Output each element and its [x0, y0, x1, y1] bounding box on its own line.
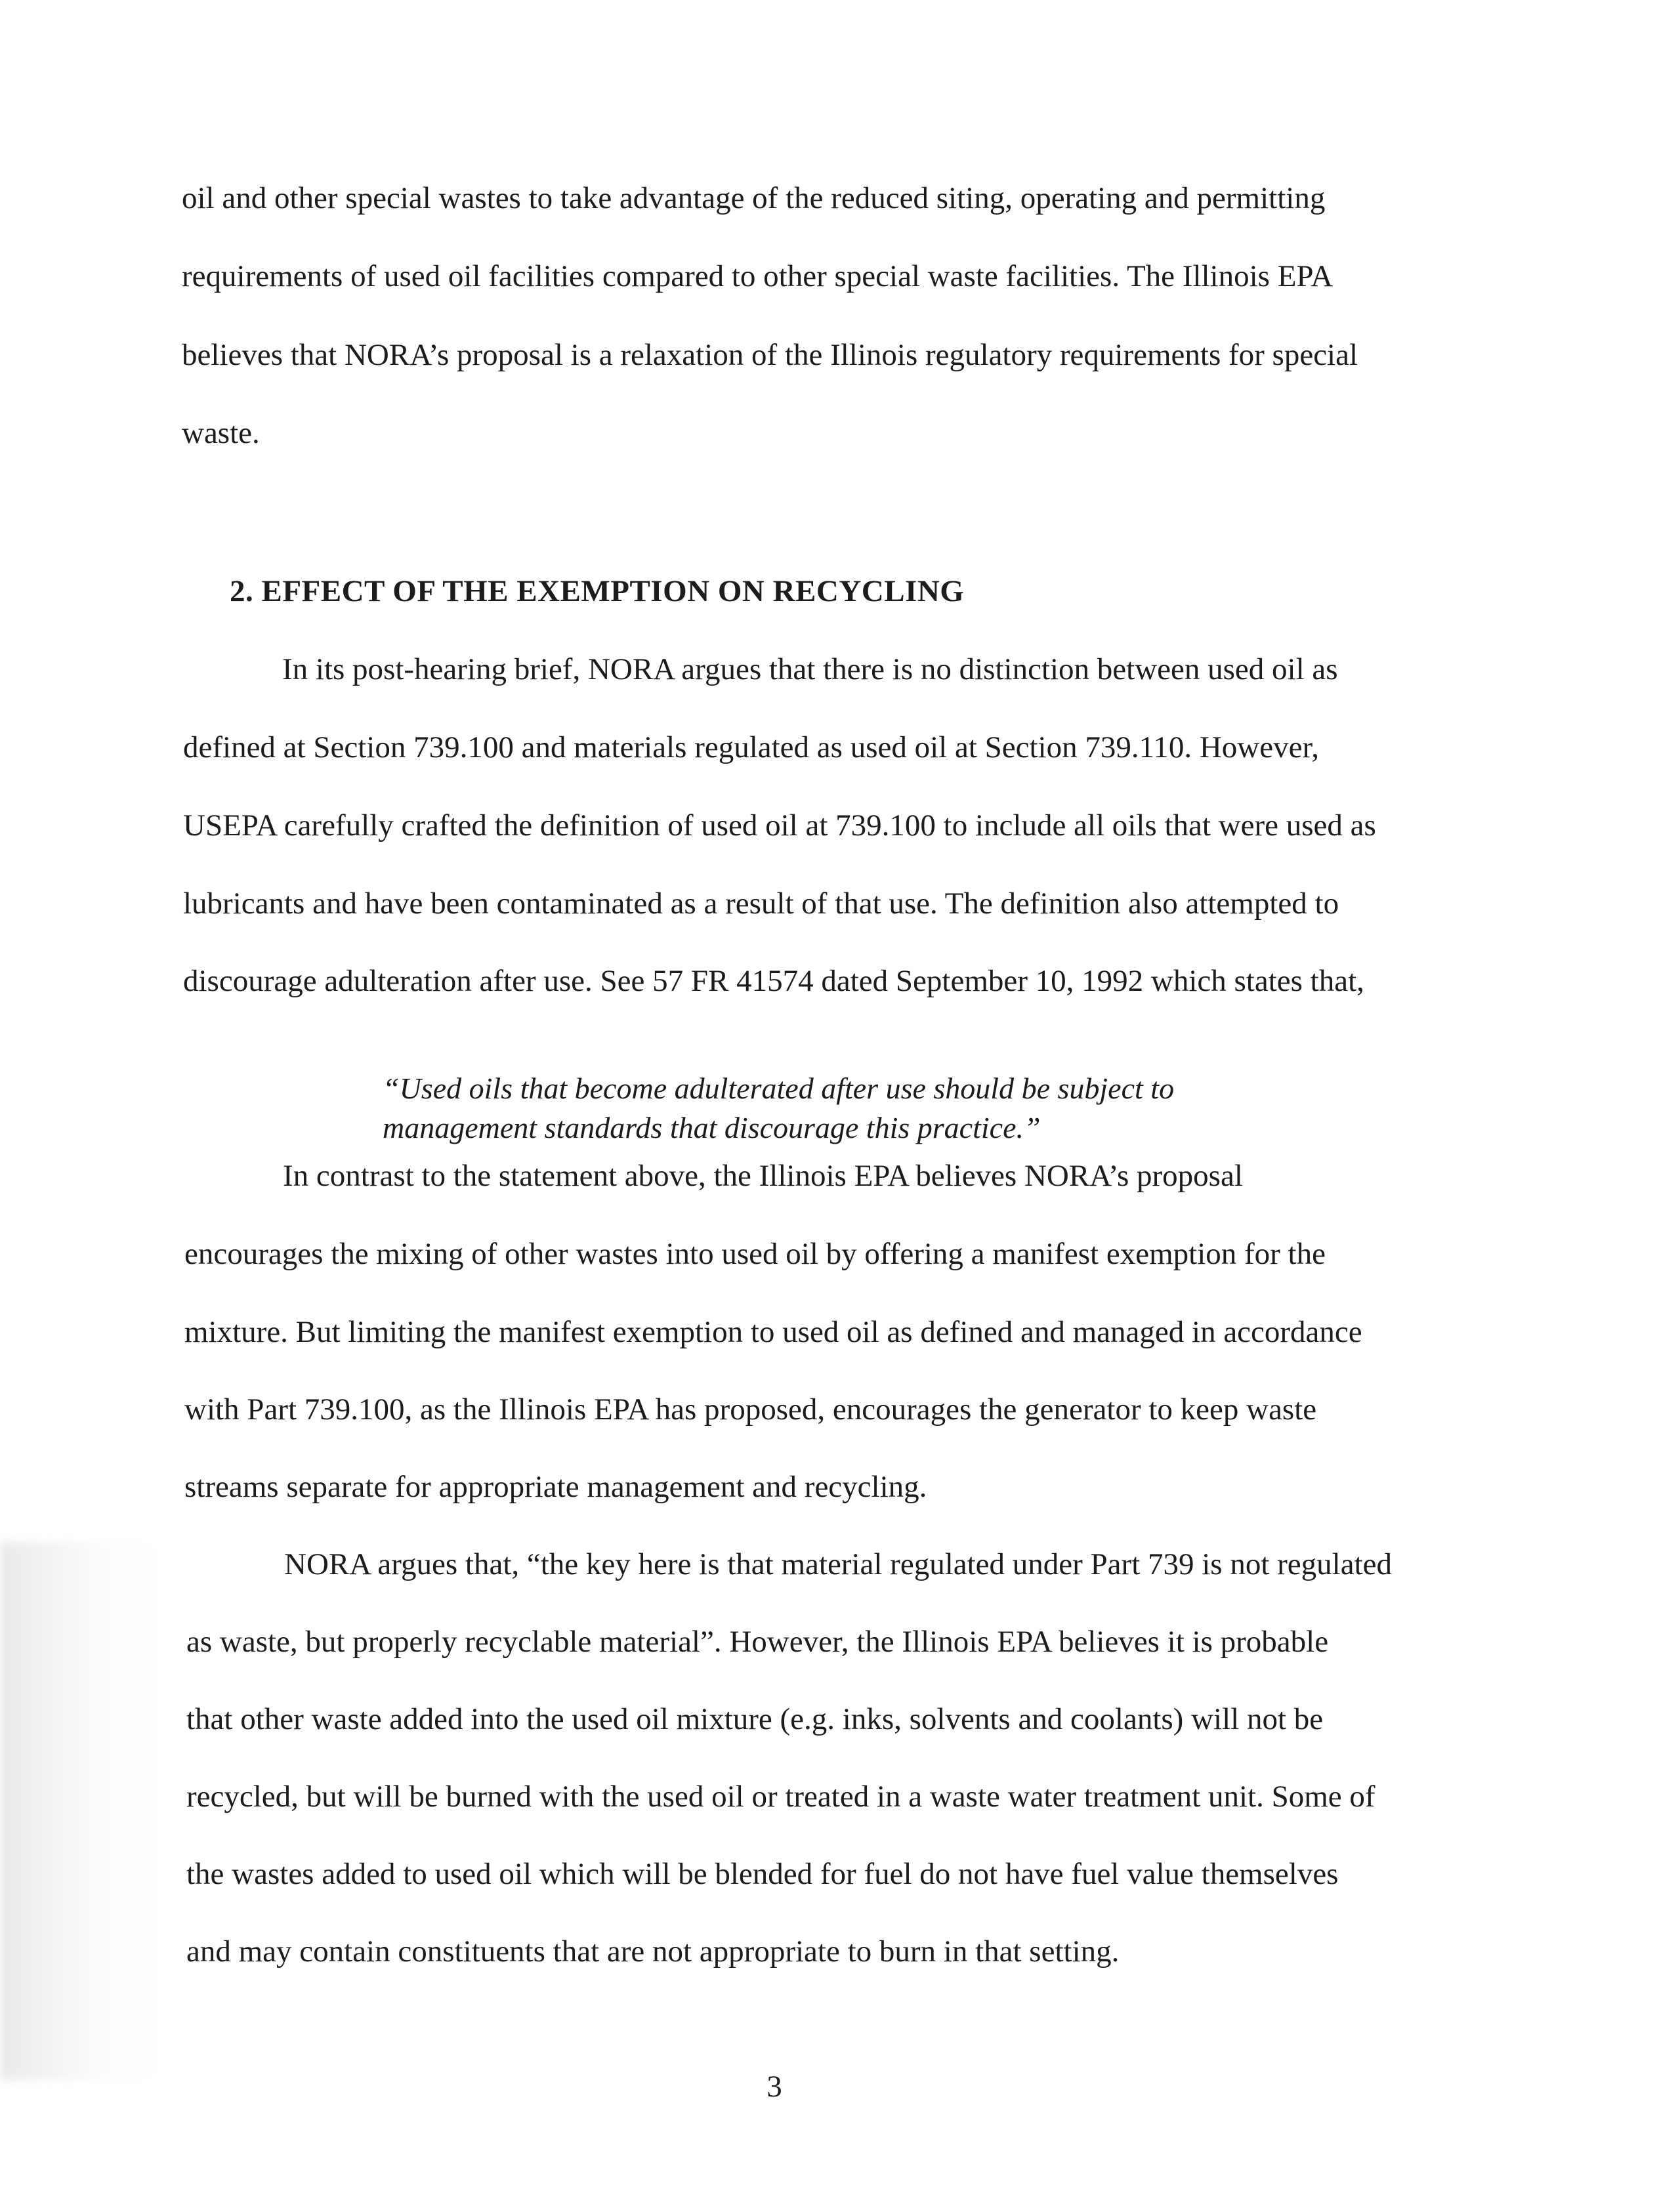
paragraph-1-line-2: defined at Section 739.100 and materials regulated as used oil at Section 739.110. However,: [183, 730, 1319, 764]
paragraph-3-line-4: recycled, but will be burned with the used oil or treated in a waste water treatment unit. Some of: [186, 1780, 1376, 1814]
paragraph-1-line-1: In its post-hearing brief, NORA argues that there is no distinction between used oil as: [282, 652, 1338, 686]
block-quote-line-2: management standards that discourage this practice.”: [383, 1111, 1041, 1144]
paragraph-2-line-2: encourages the mixing of other wastes into used oil by offering a manifest exemption for the: [184, 1237, 1326, 1271]
paragraph-1-line-5: discourage adulteration after use. See 57 FR 41574 dated September 10, 1992 which states that,: [183, 964, 1364, 998]
paragraph-3-line-2: as waste, but properly recyclable material”. However, the Illinois EPA believes it is probable: [186, 1625, 1329, 1659]
paragraph-3-line-1: NORA argues that, “the key here is that material regulated under Part 739 is not regulated: [284, 1547, 1393, 1581]
paragraph-3-line-5: the wastes added to used oil which will be blended for fuel do not have fuel value themselves: [186, 1857, 1339, 1891]
paragraph-1-line-3: USEPA carefully crafted the definition of used oil at 739.100 to include all oils that were used as: [183, 808, 1376, 843]
intro-line-1: oil and other special wastes to take advantage of the reduced siting, operating and permitting: [182, 181, 1326, 215]
block-quote-line-1: “Used oils that become adulterated after use should be subject to: [383, 1072, 1175, 1105]
paragraph-2-line-3: mixture. But limiting the manifest exemption to used oil as defined and managed in accordance: [184, 1315, 1362, 1349]
paragraph-3-line-3: that other waste added into the used oil mixture (e.g. inks, solvents and coolants) will not be: [186, 1702, 1324, 1736]
intro-line-2: requirements of used oil facilities compared to other special waste facilities. The Illinois EPA: [182, 259, 1334, 293]
paragraph-2-line-4: with Part 739.100, as the Illinois EPA has proposed, encourages the generator to keep waste: [184, 1392, 1317, 1427]
intro-line-4: waste.: [182, 416, 260, 450]
intro-line-3: believes that NORA’s proposal is a relaxation of the Illinois regulatory requirements for special: [182, 338, 1358, 372]
section-heading: 2. EFFECT OF THE EXEMPTION ON RECYCLING: [230, 574, 965, 608]
paragraph-1-line-4: lubricants and have been contaminated as a result of that use. The definition also attempted to: [183, 886, 1339, 921]
paragraph-2-line-1: In contrast to the statement above, the Illinois EPA believes NORA’s proposal: [283, 1159, 1243, 1193]
page-number: 3: [766, 2070, 782, 2104]
paragraph-3-line-6: and may contain constituents that are not appropriate to burn in that setting.: [186, 1934, 1120, 1969]
paragraph-2-line-5: streams separate for appropriate management and recycling.: [184, 1470, 927, 1504]
scan-smudge: [0, 1542, 164, 2080]
